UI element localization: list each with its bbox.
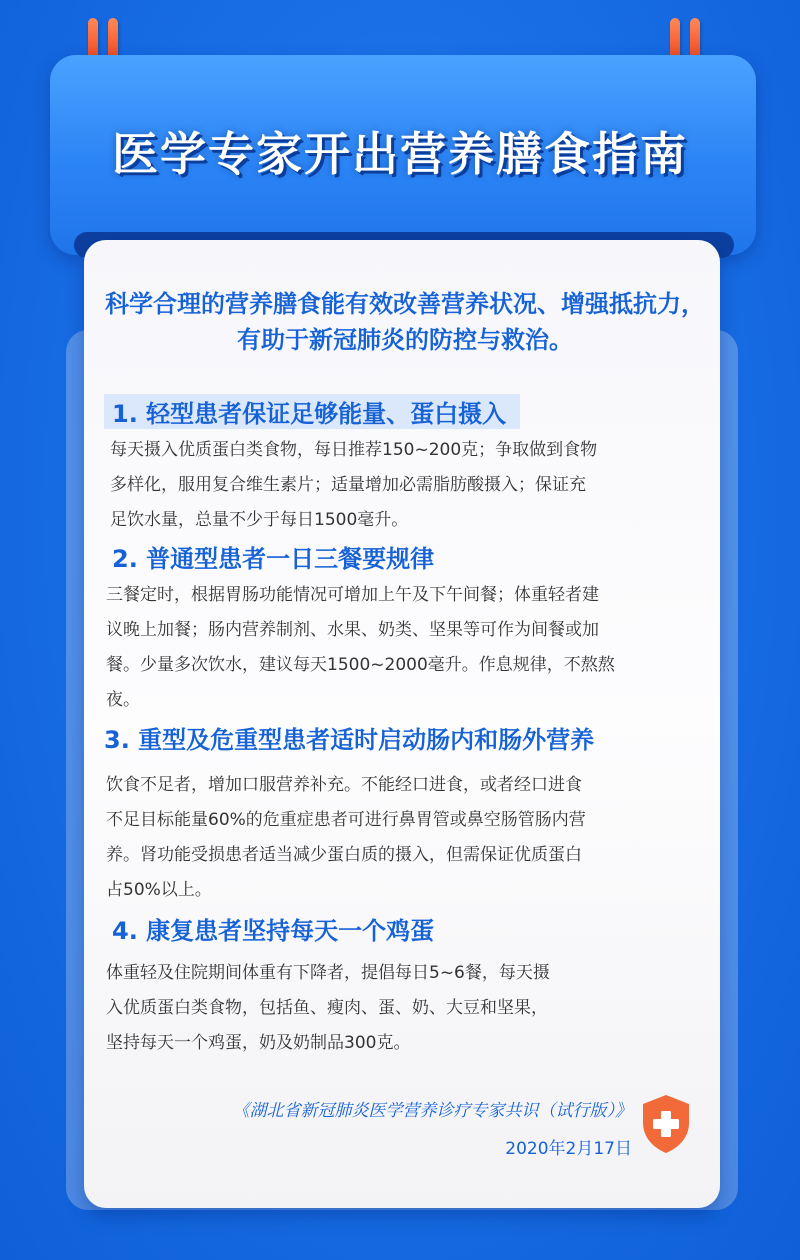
section-body-1 [110,433,597,538]
body-line: 多样化，服用复合维生素片；适量增加必需脂肪酸摄入；保证充 [110,475,586,495]
body-line: 夜。 [106,690,140,710]
body-line: 不足目标能量60%的危重症患者可进行鼻胃管或鼻空肠管肠内营 [106,810,586,830]
section-heading-4: 4. 康复患者坚持每天一个鸡蛋 [112,917,435,945]
body-line: 三餐定时，根据胃肠功能情况可增加上午及下午间餐；体重轻者建 [106,585,599,605]
section-body-4 [106,956,550,1061]
source-citation: 《湖北省新冠肺炎医学营养诊疗专家共识（试行版）》 [232,1101,632,1121]
section-heading-3: 3. 重型及危重型患者适时启动肠内和肠外营养 [104,726,595,754]
body-line: 体重轻及住院期间体重有下降者，提倡每日5~6餐，每天摄 [106,963,550,983]
body-line: 议晚上加餐；肠内营养制剂、水果、奶类、坚果等可作为间餐或加 [106,620,599,640]
section-heading-1: 1. 轻型患者保证足够能量、蛋白摄入 [104,394,520,429]
section-body-2 [106,578,615,718]
body-line: 餐。少量多次饮水，建议每天1500~2000毫升。作息规律，不熬熬 [106,655,615,675]
section-heading-2: 2. 普通型患者一日三餐要规律 [112,545,435,573]
body-line: 养。肾功能受损患者适当减少蛋白质的摄入，但需保证优质蛋白 [106,845,582,865]
intro-text: 科学合理的营养膳食能有效改善营养状况、增强抵抗力，有助于新冠肺炎的防控与救治。 [105,290,705,354]
page-title: 医学专家开出营养膳食指南 [112,127,688,181]
body-line: 每天摄入优质蛋白类食物，每日推荐150~200克；争取做到食物 [110,440,598,460]
body-line: 坚持每天一个鸡蛋，奶及奶制品300克。 [106,1033,411,1053]
body-line: 入优质蛋白类食物，包括鱼、瘦肉、蛋、奶、大豆和坚果， [106,998,548,1018]
body-line: 足饮水量，总量不少于每日1500毫升。 [110,510,409,530]
section-body-3 [106,768,586,908]
body-line: 饮食不足者，增加口服营养补充。不能经口进食，或者经口进食 [106,775,582,795]
publish-date: 2020年2月17日 [505,1139,632,1159]
body-line: 占50%以上。 [106,880,212,900]
medical-cross-shield-icon [640,1093,692,1155]
